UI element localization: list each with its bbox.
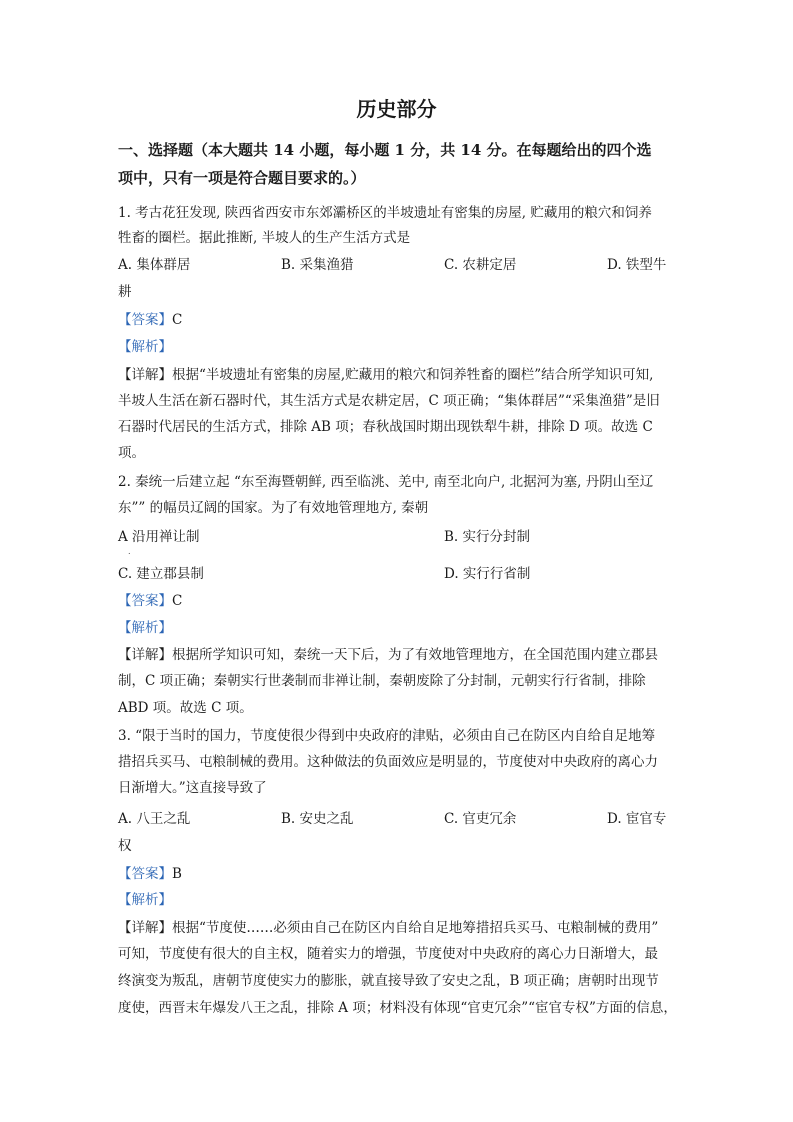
q1-detail-line-2: 半坡人生活在新石器时代，其生活方式是农耕定居，C 项正确；“集体群居”“采集渔猎”是旧 — [118, 393, 660, 409]
q2-analysis — [118, 618, 678, 638]
q1-answer — [118, 310, 678, 330]
q1-option-a: A. 集体群居 — [118, 257, 191, 273]
stray-dot: . — [128, 547, 131, 556]
q2-stem-line-2: 东”” 的幅员辽阔的国家。为了有效地管理地方, 秦朝 — [118, 500, 429, 516]
q1-detail-line-1 — [118, 365, 678, 385]
q2-option-b: B. 实行分封制 — [444, 529, 531, 545]
q2-answer — [118, 591, 678, 611]
q3-analysis — [118, 890, 678, 910]
q2-option-a: A 沿用禅让制 — [118, 529, 200, 545]
q2-stem-line-1: 2. 秦统一后建立起 “东至海暨朝鲜, 西至临洮、羌中, 南至北向户, 北据河为塞, 丹阴山至辽 — [118, 474, 654, 490]
q3-option-d-continued: 权 — [118, 838, 132, 854]
q3-detail-line-3: 终演变为叛乱，唐朝节度使实力的膨胀，就直接导致了安史之乱，B 项正确；唐朝时出现节 — [118, 973, 659, 989]
q3-stem-line-3: 日渐增大。”这直接导致了 — [118, 780, 267, 796]
q3-option-b: B. 安史之乱 — [281, 811, 354, 827]
q2-option-c: C. 建立郡县制 — [118, 566, 204, 582]
section-heading-line-2: 项中，只有一项是符合题目要求的。） — [118, 169, 366, 187]
q3-option-a: A. 八王之乱 — [118, 811, 191, 827]
answer-tag: 【答案】 — [118, 593, 172, 609]
q1-detail-line-4: 项。 — [118, 445, 145, 461]
detail-tag: 【详解】 — [118, 647, 172, 663]
analysis-tag: 【解析】 — [118, 620, 172, 636]
q3-option-d: D. 宦官专 — [607, 811, 667, 827]
analysis-tag: 【解析】 — [118, 892, 172, 908]
q3-answer — [118, 864, 678, 884]
q1-answer-value: C — [172, 312, 183, 328]
q2-detail-text-1: 根据所学知识可知，秦统一天下后，为了有效地管理地方，在全国范围内建立郡县 — [172, 647, 658, 663]
q2-answer-value: C — [172, 593, 183, 609]
section-heading-line-1: 一、选择题（本大题共 14 小题，每小题 1 分，共 14 分。在每题给出的四个选 — [118, 141, 652, 159]
q2-detail-line-2: 制，C 项正确；秦朝实行世袭制而非禅让制，秦朝废除了分封制，元朝实行行省制，排除 — [118, 673, 646, 689]
q3-stem-line-1: 3. “限于当时的国力，节度使很少得到中央政府的津贴，必须由自己在防区内自给自足地筹 — [118, 728, 656, 744]
q1-detail-text-1: 根据“半坡遗址有密集的房屋,贮藏用的粮穴和饲养牲畜的圈栏”结合所学知识可知, — [172, 367, 654, 383]
q1-stem-line-2: 牲畜的圈栏。据此推断, 半坡人的生产生活方式是 — [118, 230, 411, 246]
page-title: 历史部分 — [356, 97, 437, 121]
detail-tag: 【详解】 — [118, 920, 172, 936]
q3-answer-value: B — [172, 866, 182, 882]
q3-detail-line-2: 可知，节度使有很大的自主权，随着实力的增强，节度使对中央政府的离心力日渐增大，最 — [118, 946, 658, 962]
detail-tag: 【详解】 — [118, 367, 172, 383]
q1-detail-line-3: 石器时代居民的生活方式，排除 AB 项；春秋战国时期出现铁犁牛耕，排除 D 项。故选 C — [118, 419, 653, 435]
answer-tag: 【答案】 — [118, 312, 172, 328]
q2-detail-line-3: ABD 项。故选 C 项。 — [118, 700, 253, 716]
q1-option-c: C. 农耕定居 — [444, 257, 517, 273]
q1-option-d-continued: 耕 — [118, 284, 132, 300]
q3-detail-line-1 — [118, 918, 678, 938]
q2-detail-line-1 — [118, 645, 678, 665]
q1-option-b: B. 采集渔猎 — [281, 257, 354, 273]
answer-tag: 【答案】 — [118, 866, 172, 882]
q3-detail-line-4: 度使，西晋末年爆发八王之乱，排除 A 项；材料没有体现“官吏冗余”“宦官专权”方面的信息， — [118, 1000, 677, 1016]
q2-option-d: D. 实行行省制 — [444, 566, 531, 582]
q1-analysis — [118, 337, 678, 357]
q1-option-d: D. 铁型牛 — [607, 257, 667, 273]
q3-detail-text-1: 根据“节度使……必须由自己在防区内自给自足地筹措招兵买马、屯粮制械的费用” — [172, 920, 659, 936]
q3-stem-line-2: 措招兵买马、屯粮制械的费用。这种做法的负面效应是明显的，节度使对中央政府的离心力 — [118, 754, 658, 770]
q1-stem-line-1: 1. 考古花狂发现, 陕西省西安市东郊灞桥区的半坡遗址有密集的房屋, 贮藏用的粮穴和饲养 — [118, 205, 652, 221]
q3-option-c: C. 官吏冗余 — [444, 811, 517, 827]
analysis-tag: 【解析】 — [118, 339, 172, 355]
